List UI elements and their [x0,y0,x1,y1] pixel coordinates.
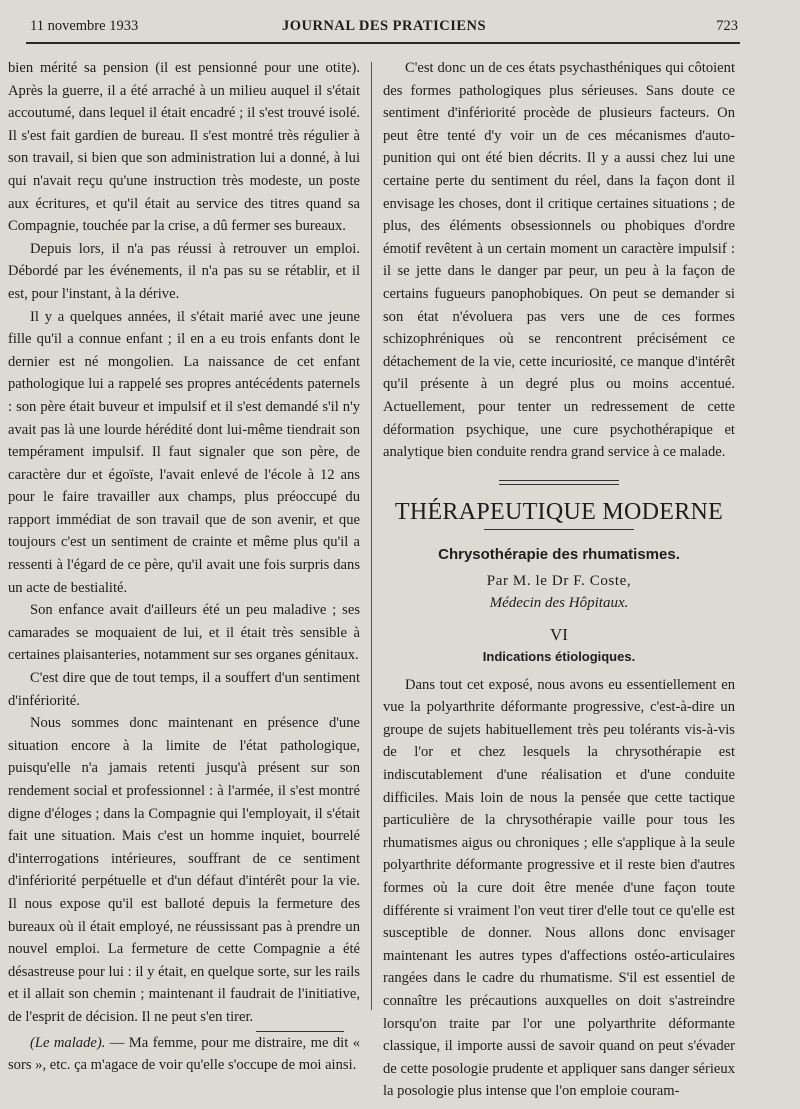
author-affiliation: Médecin des Hôpitaux. [489,594,629,611]
page-number: 723 [716,18,738,34]
subheading: Indications étiologiques. [482,648,636,664]
quote-speaker: (Le malade). [30,1034,106,1051]
quote-text: — Ma femme, pour me distraire, me dit « sors », etc. ça m'agace de voir qu'elle s'occupe de moi ainsi. [8,1034,361,1074]
article-byline: Par M. le Dr F. Coste, [486,572,632,589]
left-paragraph-5: C'est dire que de tout temps, il a souffert d'un sentiment d'infériorité. [8,670,360,709]
patient-quote [8,1032,360,1077]
left-paragraph-2: Depuis lors, il n'a pas réussi à retrouver un emploi. Débordé par les événements, il n'a pas su se rétablir, et il est, pour l'instant, à la dérive. [8,240,360,302]
right-intro-paragraph: C'est donc un de ces états psychasthéniques qui côtoient des formes pathologiques plus sérieuses. Sans doute ce sentiment d'infériorité procède de plusieurs facteurs. On peut être tenté d'y voir un de ces mécanismes d'auto-punition qui ont été bien décrits. Il y a aussi chez lui une certaine perte du sentiment du réel, dans la façon dont il envisage les choses, dont il critique certaines situations ; de plus, des éléments obsessionnels ou phobiques d'ordre émotif revêtent à un certain moment un caractère impulsif : il se jette dans le danger par peur, un peu à la façon de certains fugueurs panophobiques. On peut se demander si son état n'évoluera pas vers une de ces formes schizophréniques où se rencontrent précisément ce détachement de la vie, cette incuriosité, ce manque d'intérêt qu'il présente à un degré plus ou moins accentué. Actuellement, pour tenter un redressement de cette déformation psychique, une cure psychothérapique et analytique bien conduite rendra grand service à ce malade. [383,60,735,461]
part-number: VI [550,624,568,644]
left-paragraph-3: Il y a quelques années, il s'était marié avec une jeune fille qu'il a connue enfant ; il en a eu trois enfants dont le dernier est né mongolien. La naissance de cet enfant pathologique lui a rappelé ses propres antécédents paternels : son père était buveur et impulsif et il s'est demandé s'il n'y avait pas là une lourde hérédité dont lui-même tiendrait son tempérament impulsif. Il faut signaler que son père, de caractère dur et égoïste, l'avait enlevé de l'école à 12 ans pour le faire travailler aux champs, plus préoccupé du rapport immédiat de son travail que de son avenir, et que toujours c'est un sentiment de crainte et même plus qu'il a ressenti à l'égard de ce père, qu'il avait une fois surpris dans un acte de bestialité. [8,308,360,596]
left-column [8,57,360,1077]
left-paragraph-1: bien mérité sa pension (il est pensionné pour une otite). Après la guerre, il a été arraché à un milieu auquel il s'était accoutumé, dans lequel il était encadré ; il s'est trouvé isolé. Il s'est fait gardien de bureau. Il s'est montré très régulier à son travail, si bien que son administration lui a donné, à lui qui n'avait reçu qu'une instruction très modeste, un poste aux écritures, et qu'il était au service des titres quand sa Compagnie, touchée par la crise, a dû fermer ses bureaux. [8,60,360,235]
right-column [383,57,735,1103]
section-title: THÉRAPEUTIQUE MODERNE [394,498,724,525]
page-header [30,18,738,38]
journal-title: JOURNAL DES PRATICIENS [281,18,487,34]
article-title: Chrysothérapie des rhumatismes. [438,545,680,563]
column-divider [371,62,372,1010]
section-rule [499,480,619,485]
left-paragraph-6: Nous sommes donc maintenant en présence d'une situation encore à la limite de l'état pathologique, puisqu'elle n'a jamais retenti jusqu'à présent sur son rendement social et professionnel : à l'armée, il s'est montré digne d'éloges ; dans la Compagnie qui l'employait, il s'était fait une situation. Mais c'est un homme inquiet, bourrelé d'interrogations intérieures, souffrant de ce sentiment d'infériorité perpétuelle et d'un défaut d'intérêt pour la vie. Il nous expose qu'il est balloté depuis la fermeture des bureaux où il était employé, ne réussissant pas à prendre un nouvel emploi. La fermeture de cette Compagnie a été désastreuse pour lui : il y était, en quelque sorte, sur les rails et il allait son chemin ; maintenant il faudrait de l'initiative, de l'esprit de décision. Il ne peut s'en tirer. [8,715,360,1025]
right-paragraph-1: Dans tout cet exposé, nous avons eu essentiellement en vue la polyarthrite déformante progressive, c'est-à-dire un groupe de sujets habituellement très peu tolérants vis-à-vis de l'or et chez lesquels la chrysothérapie est indiscutablement d'une réalisation et d'une conduite difficiles. Mais loin de nous la pensée que cette tactique particulière de la chrysothérapie vaille pour tous les rhumatismes aigus ou chroniques ; elle s'applique à la seule polyarthrite déformante progressive et il reste bien d'autres formes où la cure doit être menée d'une façon toute différente si vraiment l'on veut tirer d'elle tout ce qu'elle est susceptible de donner. Nous allons donc envisager maintenant les autres types d'affections ostéo-articulaires rangées dans le cadre du rhumatisme. S'il est essentiel de connaître les précautions auxquelles on doit s'astreindre lorsqu'on traite par l'or une polyarthrite déformante classique, il importe aussi de savoir quand on peut s'évader de cette posologie prudente et appliquer sans danger sérieux la posologie plus intense que l'on emploie couram- [383,676,735,1100]
left-paragraph-4: Son enfance avait d'ailleurs été un peu maladive ; ses camarades se moquaient de lui, et il était très sensible à certaines plaisanteries, notamment sur ses organes génitaux. [8,602,360,664]
header-date: 11 novembre 1933 [30,18,139,34]
header-rule [26,42,740,44]
section-title-underline [484,529,634,530]
